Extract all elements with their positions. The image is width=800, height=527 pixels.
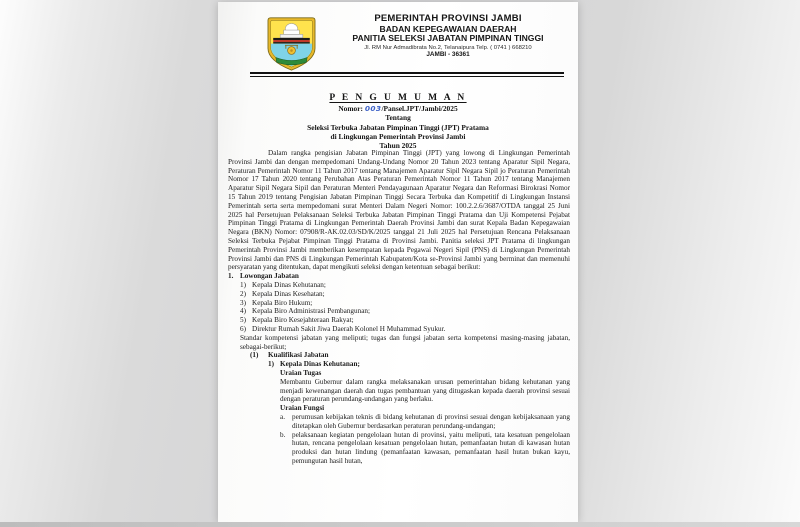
jabatan-item [240, 290, 570, 299]
jambi-province-crest-icon [264, 17, 319, 71]
fungsi-marker: a. [280, 412, 285, 421]
item-label: Kepala Biro Kesejahteraan Rakyat; [252, 316, 354, 325]
item-marker: 4) [240, 307, 246, 316]
tentang-label: Tentang [385, 113, 411, 123]
letterhead-text [330, 14, 566, 59]
subject-line-2: di Lingkungan Pemerintah Provinsi Jambi [330, 131, 466, 141]
jabatan-item [240, 307, 570, 316]
nomor-label: Nomor: [338, 104, 365, 114]
fungsi-text: perumusan kebijakan teknis di bidang kehutanan di provinsi sesuai dengan kebijaksanaan yang ditetapkan oleh Gubernur berdasarkan peraturan perundang-undangan; [292, 412, 570, 430]
item-label: Kepala Biro Administrasi Pembangunan; [252, 307, 370, 316]
section-title: Lowongan Jabatan [240, 272, 299, 281]
kualifikasi-heading [250, 351, 570, 360]
fungsi-item-a [280, 413, 570, 431]
document-body [228, 149, 570, 466]
position-heading [268, 360, 570, 369]
uraian-fungsi-label: Uraian Fungsi [280, 404, 325, 413]
item-marker: 1) [240, 280, 246, 289]
fungsi-text: pelaksanaan kegiatan pengelolaan hutan di provinsi, yaitu meliputi, tata kesatuan pengelolaan hutan, rencana pengelolaan kesatuan pengelolaan hutan, pemanfaatan hutan di kawasan hutan produksi dan hutan lindung (pemanfaatan kawasan, pemanfaatan hasil hutan bukan kayu, pemungutan hasil hutan, [292, 430, 570, 465]
paper [218, 2, 578, 522]
uraian-tugas-label: Uraian Tugas [280, 368, 322, 377]
jabatan-item [240, 299, 570, 308]
jabatan-item [240, 281, 570, 290]
item-label: Direktur Rumah Sakit Jiwa Daerah Kolonel H Muhammad Syukur. [252, 324, 446, 333]
nomor-handwritten-number: 003 [364, 104, 382, 114]
section-number: 1. [228, 272, 234, 281]
item-marker: 5) [240, 316, 246, 325]
position-marker: 1) [268, 360, 274, 369]
jabatan-item [240, 325, 570, 334]
uraian-tugas-text: Membantu Gubernur dalam rangka melaksanakan urusan pemerintahan bidang kehutanan yang menjadi kewenangan daerah dan tugas pembantuan yang ditugaskan kepada daerah provinsi sesuai dengan peraturan perundang-undangan yang berlaku. [280, 377, 570, 404]
fungsi-item-b [280, 431, 570, 466]
item-label: Kepala Dinas Kesehatan; [252, 289, 325, 298]
letterhead [248, 14, 566, 72]
kualifikasi-title: Kualifikasi Jabatan [268, 351, 329, 360]
lowongan-section-heading [228, 272, 570, 281]
letterhead-address: Jl. RM Nur Admadibrata No.2, Telanaipura Telp. ( 0741 ) 668210 [364, 44, 532, 51]
nomor-rest: /Pansel.JPT/Jambi/2025 [381, 104, 458, 114]
jabatan-item [240, 316, 570, 325]
fungsi-marker: b. [280, 430, 286, 439]
item-label: Kepala Dinas Kehutanan; [252, 280, 326, 289]
nomor-line [218, 104, 578, 113]
item-label: Kepala Biro Hukum; [252, 298, 313, 307]
item-marker: 3) [240, 298, 246, 307]
standar-kompetensi-note: Standar kompetensi jabatan yang meliputi; tugas dan fungsi jabatan serta kompetensi masing-masing jabatan, sebagai-berikut; [240, 333, 570, 351]
announcement-heading: P E N G U M U M A N [329, 93, 467, 103]
opening-paragraph: Dalam rangka pengisian Jabatan Pimpinan Tinggi (JPT) yang lowong di Lingkungan Pemerintah Provinsi Jambi dan dengan mempedomani Undang-Undang Nomor 20 Tahun 2023 tentang Aparatur Sipil Negara, Peraturan Pemerintah Nomor 11 Tahun 2017 tentang Manajemen Aparatur Sipil Negara Sipil jo Peraturan Pemerintah Nomor 17 Tahun 2020 tentang Perubahan Atas Peraturan Pemerintah Nomor 11 Tahun 2017 tentang Manajemen Aparatur Sipil Negara Sipil dan Peraturan Menteri Pendayagunaan Aparatur Negara dan Reformasi Birokrasi Nomor 15 Tahun 2019 tentang Pengisian Jabatan Pimpinan Tinggi Secara Terbuka dan Kompetitif di Lingkungan Instansi Pemerintah serta serta mempedomani surat Menteri Dalam Negeri Nomor: 100.2.2.6/3687/OTDA tanggal 25 Juni 2025 hal Persetujuan Pelaksanaan Seleksi Terbuka Jabatan Pimpinan Tinggi Pratama dan Uji Kompetensi Pejabat Pimpinan Tinggi Pratama di Lingkungan Pemerintah Daerah Provinsi Jambi dan surat Kepala Badan Kepegawaian Negara (BKN) Nomor: 07908/R-AK.02.03/SD/K/2025 tanggal 21 Juli 2025 hal Persetujuan Rencana Pelaksanaan Seleksi Terbuka Pejabat Pimpinan Tinggi Pratama di Provinsi Jambi. Panitia seleksi JPT Pratama di lingkungan Pemerintah Provinsi Jambi memberikan kesempatan kepada Pegawai Negeri Sipil (PNS) di Lingkungan Pemerintah Provinsi Jambi dan PNS di Lingkungan Pemerintah Kabupaten/Kota se-Provinsi Jambi yang berminat dan memenuhi persyaratan yang ditentukan, dapat mengikuti seleksi dengan ketentuan sebagai berikut: [228, 149, 570, 272]
item-marker: 2) [240, 289, 246, 298]
item-marker: 6) [240, 324, 246, 333]
letterhead-committee-name: PANITIA SELEKSI JABATAN PIMPINAN TINGGI [352, 33, 544, 44]
letterhead-city-postal: JAMBI - 36361 [426, 51, 470, 59]
position-title: Kepala Dinas Kehutanan; [280, 360, 360, 369]
photo-bottom-edge [0, 522, 800, 527]
letterhead-government-name: PEMERINTAH PROVINSI JAMBI [374, 13, 522, 24]
kualifikasi-number: (1) [250, 351, 259, 360]
letterhead-rule [250, 72, 564, 77]
subject-line-1: Seleksi Terbuka Jabatan Pimpinan Tinggi (JPT) Pratama [307, 122, 489, 132]
subject-line-3: Tahun 2025 [379, 141, 417, 151]
title-block [218, 94, 578, 150]
letterhead-agency-name: BADAN KEPEGAWAIAN DAERAH [379, 23, 517, 34]
